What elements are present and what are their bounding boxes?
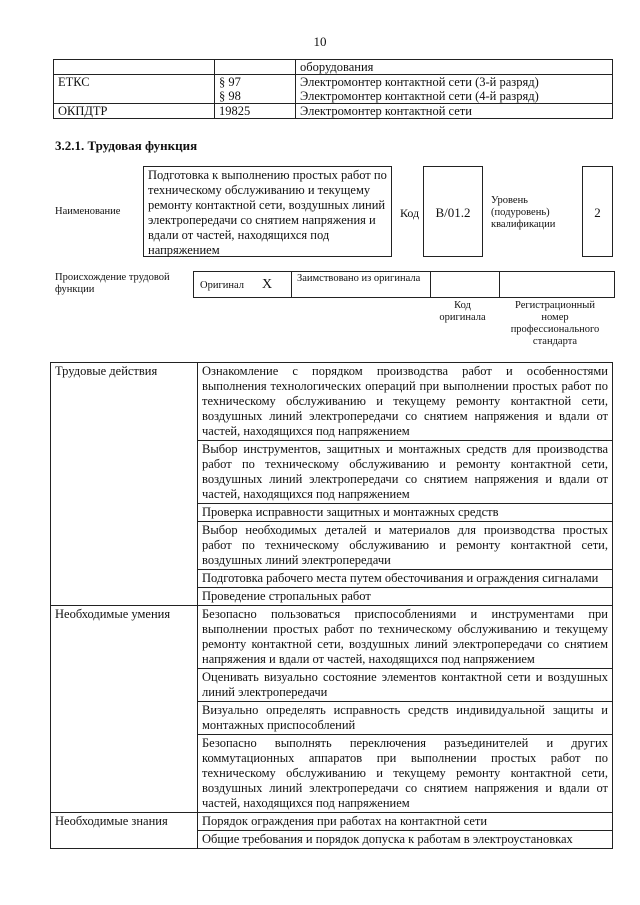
list-item: Выбор инструментов, защитных и монтажных средств для производства работ по техническому обслуживанию и ремонту контактной сети, воздушных линий электропередачи со снятием напряжения и вдали от частей, находящихся под напряжением	[198, 441, 613, 504]
function-details-table	[50, 362, 613, 849]
divider	[430, 272, 431, 297]
list-item: Подготовка рабочего места путем обесточивания и ограждения сигналами	[198, 570, 613, 588]
code-caption: Код оригинала	[439, 300, 486, 323]
table-cell	[215, 60, 296, 75]
table-row	[54, 75, 613, 104]
list-item: Безопасно пользоваться приспособлениями и инструментами при выполнении простых работ по техническому обслуживанию и текущему ремонту контактной сети, воздушных линий электропередачи со снятием напряжения и вдали от частей, находящихся под напряжением	[198, 606, 613, 669]
list-item: Ознакомление с порядком производства работ и особенностями выполнения технологических операций при выполнении простых работ по техническому обслуживанию и текущему ремонту контактной сети, воздушных линий электропередачи со снятием напряжения и вдали от частей, находящихся под напряжением	[198, 363, 613, 441]
level-label: Уровень (подуровень) квалификации	[491, 195, 556, 230]
list-item: Проведение стропальных работ	[198, 588, 613, 606]
qualification-table	[53, 59, 613, 119]
list-item: Визуально определять исправность средств индивидуальной защиты и монтажных приспособлений	[198, 702, 613, 735]
table-cell: § 97 § 98	[215, 75, 296, 104]
code-label: Код	[400, 206, 420, 220]
list-item: Проверка исправности защитных и монтажных средств	[198, 504, 613, 522]
list-item: Порядок ограждения при работах на контактной сети	[198, 813, 613, 831]
table-cell: Электромонтер контактной сети	[296, 104, 613, 119]
list-item: Общие требования и порядок допуска к работам в электроустановках	[198, 831, 613, 849]
list-item: Безопасно выполнять переключения разъединителей и других коммутационных аппаратов при выполнении простых работ по техническому обслуживанию и текущему ремонту контактной сети, воздушных линий электропередачи со снятием напряжения и вдали от частей, находящихся под напряжением	[198, 735, 613, 813]
table-cell: ЕТКС	[54, 75, 215, 104]
name-label: Наименование	[55, 206, 121, 217]
table-cell	[54, 60, 215, 75]
level-value: 2	[582, 166, 613, 257]
divider	[499, 272, 500, 297]
table-row	[51, 363, 613, 441]
table-cell: Электромонтер контактной сети (3-й разряд) Электромонтер контактной сети (4-й разряд)	[296, 75, 613, 104]
table-cell: ОКПДТР	[54, 104, 215, 119]
origin-row	[193, 271, 615, 298]
table-cell: 19825	[215, 104, 296, 119]
list-item: Оценивать визуально состояние элементов контактной сети и воздушных линий электропередачи	[198, 669, 613, 702]
section-title: 3.2.1. Трудовая функция	[55, 138, 198, 153]
divider	[291, 272, 292, 297]
table-cell: оборудования	[296, 60, 613, 75]
name-value: Подготовка к выполнению простых работ по техническому обслуживанию и текущему ремонту контактной сети, воздушных линий электропередачи со снятием напряжения и вдали от частей, находящихся под напряжением	[143, 166, 392, 257]
borrowed-label: Заимствовано из оригинала	[297, 273, 421, 284]
origin-label: Происхождение трудовой функции	[55, 272, 170, 295]
table-row	[51, 813, 613, 831]
section-label: Необходимые знания	[51, 813, 198, 849]
list-item: Выбор необходимых деталей и материалов для производства простых работ по техническому обслуживанию и ремонту контактной сети, воздушных линий электропередачи	[198, 522, 613, 570]
page-number: 10	[313, 34, 327, 49]
table-row	[51, 606, 613, 669]
reg-caption: Регистрационный номер профессионального стандарта	[510, 300, 600, 347]
table-row	[54, 104, 613, 119]
code-value: В/01.2	[423, 166, 483, 257]
table-row	[54, 60, 613, 75]
section-label: Необходимые умения	[51, 606, 198, 813]
section-label: Трудовые действия	[51, 363, 198, 606]
original-mark: X	[262, 277, 273, 292]
original-label: Оригинал	[200, 280, 244, 291]
